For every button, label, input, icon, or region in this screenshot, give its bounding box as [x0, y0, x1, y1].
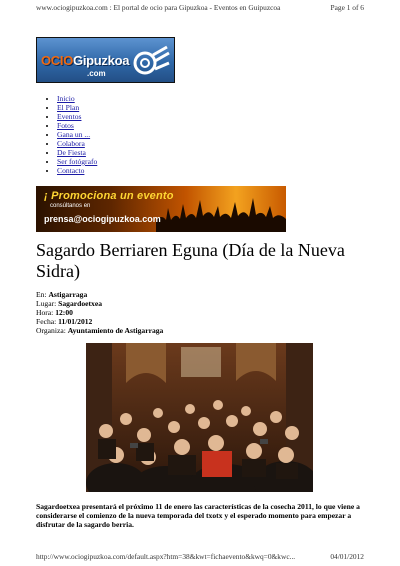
nav-link-de-fiesta[interactable]: De Fiesta	[57, 148, 86, 157]
nav-link-gana-un[interactable]: Gana un ...	[57, 130, 91, 139]
print-footer	[36, 552, 364, 561]
nav-item-gana-un[interactable]	[57, 130, 97, 139]
event-detail-venue: Lugar: Sagardoetxea	[36, 299, 103, 308]
nav-item-colabora[interactable]	[57, 139, 97, 148]
nav-item-fotos[interactable]	[57, 121, 97, 130]
nav-link-colabora[interactable]: Colabora	[57, 139, 85, 148]
print-header-title: www.ociogipuzkoa.com : El portal de ocio para Gipuzkoa - Eventos en Guipuzcoa	[36, 3, 281, 12]
crowd-photo-image	[86, 343, 313, 492]
site-logo[interactable]	[36, 37, 175, 83]
nav-item-ser-fotografo[interactable]	[57, 157, 97, 166]
nav-item-inicio[interactable]	[57, 94, 97, 103]
promo-email: prensa@ociogipuzkoa.com	[44, 214, 161, 224]
nav-item-contacto[interactable]	[57, 166, 97, 175]
crowd-silhouette-icon	[156, 186, 286, 232]
logo-swirl-icon	[131, 43, 171, 79]
main-navigation	[36, 94, 97, 175]
promo-headline: ¡ Promociona un evento	[44, 190, 174, 202]
print-footer-date: 04/01/2012	[330, 552, 364, 561]
nav-link-ser-fotografo[interactable]: Ser fotógrafo	[57, 157, 98, 166]
event-detail-organizer: Organiza: Ayuntamiento de Astigarraga	[36, 326, 164, 335]
page-number: Page 1 of 6	[330, 3, 364, 12]
nav-link-eventos[interactable]: Eventos	[57, 112, 82, 121]
promo-subtext: consúltanos en	[50, 203, 91, 209]
event-detail-location: En: Astigarraga	[36, 290, 88, 299]
logo-domain: .com	[87, 69, 106, 78]
nav-link-contacto[interactable]: Contacto	[57, 166, 85, 175]
print-header	[36, 3, 364, 12]
event-detail-time: Hora: 12:00	[36, 308, 73, 317]
event-detail-date: Fecha: 11/01/2012	[36, 317, 93, 326]
event-description: Sagardoetxea presentará el próximo 11 de enero las características de la cosecha 2011, lo que viene a considerarse el comienzo de la nueva temporada del txotx y el esperado momento para empezar a disfrutar de la sagardo berria.	[36, 502, 360, 529]
event-details	[36, 290, 163, 335]
print-footer-url: http://www.ociogipuzkoa.com/default.aspx?htm=38&kwt=fichaevento&kwq=0&kwc...	[36, 552, 296, 561]
nav-item-de-fiesta[interactable]	[57, 148, 97, 157]
event-photo	[86, 343, 313, 492]
nav-item-eventos[interactable]	[57, 112, 97, 121]
event-title: Sagardo Berriaren Eguna (Día de la Nueva Sidra)	[36, 240, 345, 281]
nav-link-inicio[interactable]: Inicio	[57, 94, 75, 103]
nav-link-el-plan[interactable]: El Plan	[57, 103, 80, 112]
promo-banner[interactable]	[36, 186, 286, 232]
logo-wordmark: OCIOGipuzkoa	[41, 53, 130, 68]
nav-item-el-plan[interactable]	[57, 103, 97, 112]
nav-link-fotos[interactable]: Fotos	[57, 121, 74, 130]
